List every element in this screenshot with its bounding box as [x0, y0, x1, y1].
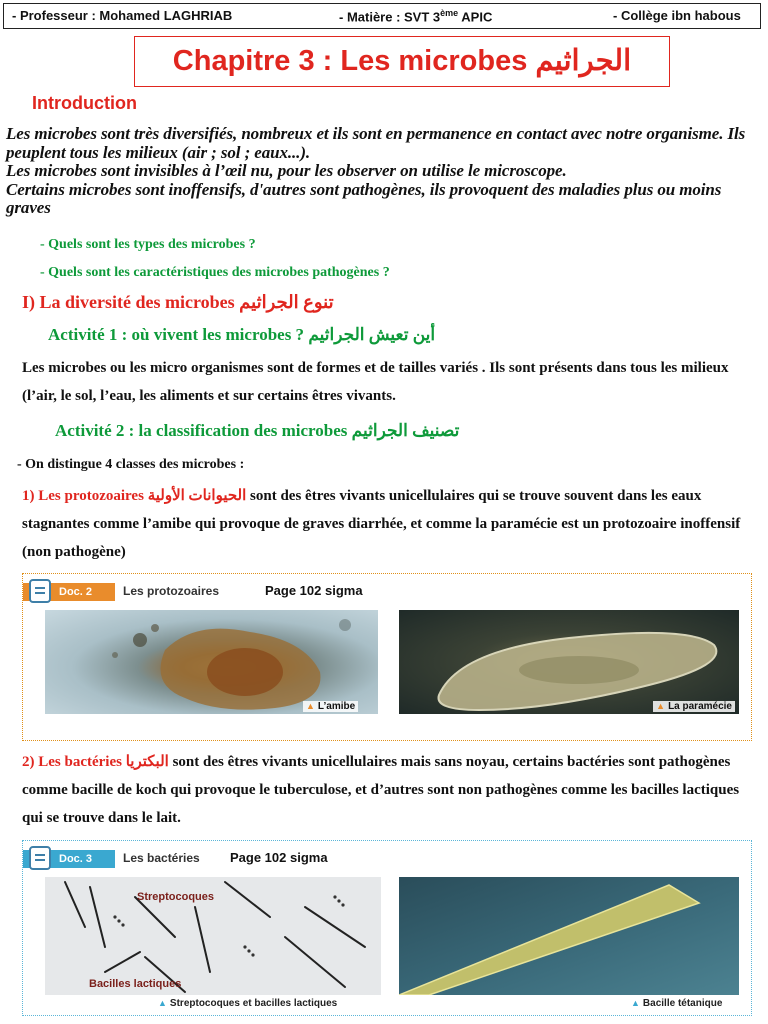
tetanus-illustration	[399, 877, 739, 995]
protozoa-text: sont des êtres vivants unicellulaires qui se trouve souvent dans les eaux stagnantes comme l’amibe qui provoque de graves diarrhée, et comme la paramécie est un protozoaire inoffensif (non pathogène)	[22, 488, 741, 560]
doc3-page-ref: Page 102 sigma	[230, 850, 328, 865]
bacilli-label: Bacilles lactiques	[89, 978, 182, 990]
intro-line: Les microbes sont invisibles à l’œil nu, pour les observer on utilise le microscope.	[6, 161, 567, 181]
amoeba-caption-text: L’amibe	[317, 701, 356, 712]
subject-suffix: APIC	[458, 9, 493, 25]
question-2: - Quels sont les caractéristiques des microbes pathogènes ?	[40, 265, 390, 280]
doc3-tab-label: Doc. 3	[59, 853, 93, 865]
paramecium-caption-text: La paramécie	[668, 701, 732, 712]
document-icon	[29, 846, 51, 870]
document-icon	[29, 579, 51, 603]
paramecium-caption	[653, 701, 735, 712]
caption-triangle-icon: ▲	[306, 701, 315, 711]
doc2-subtitle: Les protozoaires	[123, 584, 220, 598]
paragraph-bacteria	[22, 748, 752, 832]
bacteria-right-caption-text: Bacille tétanique	[642, 998, 723, 1009]
professor-label: - Professeur : Mohamed LAGHRIAB	[12, 8, 233, 23]
intro-line: Certains microbes sont inoffensifs, d'autres sont pathogènes, ils provoquent des maladies plus ou moins graves	[6, 179, 722, 218]
bacteria-label: 2) Les bactéries البكتريا	[22, 754, 169, 770]
introduction-heading: Introduction	[32, 93, 137, 113]
bacteria-right-caption	[631, 998, 722, 1009]
amoeba-illustration	[45, 610, 378, 714]
doc2-figure	[22, 573, 752, 741]
caption-triangle-icon: ▲	[631, 998, 640, 1008]
paragraph-protozoa	[22, 482, 752, 566]
activity-1-title: Activité 1 : où vivent les microbes ? أين تعيش الجراثيم	[48, 325, 436, 344]
introduction-text	[6, 125, 761, 218]
activity-2-title: Activité 2 : la classification des microbes تصنيف الجراثيم	[55, 421, 460, 440]
doc3-tab	[23, 850, 115, 868]
doc3-subtitle: Les bactéries	[123, 851, 200, 865]
paragraph-habitats: Les microbes ou les micro organismes sont de formes et de tailles variés . Ils sont présents dans tous les milieux (l’air, le sol, l’eau, les aliments et sur certains êtres vivants.	[22, 360, 729, 404]
caption-triangle-icon: ▲	[656, 701, 666, 711]
streptococci-label: Streptocoques	[137, 891, 215, 903]
amoeba-photo	[45, 610, 378, 714]
intro-line: Les microbes sont très diversifiés, nombreux et ils sont en permanence en contact avec notre organisme. Ils peuplent tous les milieux (air ; sol ; eaux...).	[6, 124, 746, 162]
header-bar	[3, 3, 761, 29]
subject-label	[339, 8, 492, 24]
paramecium-photo	[399, 610, 739, 714]
bacteria-left-caption	[158, 998, 337, 1009]
tetanus-photo	[399, 877, 739, 995]
subject-sup: ème	[440, 8, 459, 18]
paramecium-illustration	[399, 610, 739, 714]
protozoa-label: 1) Les protozoaires الحيوانات الأولية	[22, 488, 247, 504]
doc2-tab-label: Doc. 2	[59, 586, 93, 598]
chapter-title: Chapitre 3 : Les microbes الجراثيم	[134, 36, 670, 87]
classes-intro: - On distingue 4 classes des microbes :	[17, 457, 245, 472]
bacteria-text: sont des êtres vivants unicellulaires mais sans noyau, certains bactéries sont pathogènes comme bacille de koch qui provoque le tuberculose, et d’autres sont non pathogènes comme les bacilles lactiques qui se trouve dans le lait.	[22, 754, 740, 826]
subject-prefix: - Matière : SVT 3	[339, 9, 441, 25]
bacteria-left-caption-text: Streptocoques et bacilles lactiques	[169, 998, 338, 1009]
section-title-diversity: I) La diversité des microbes تنوع الجراثيم	[22, 292, 334, 312]
amoeba-caption	[303, 701, 358, 712]
doc3-figure	[22, 840, 752, 1016]
school-label: - Collège ibn habous	[613, 8, 741, 23]
doc2-page-ref: Page 102 sigma	[265, 583, 363, 598]
streptococci-photo	[45, 877, 381, 995]
question-1: - Quels sont les types des microbes ?	[40, 237, 256, 252]
doc2-tab	[23, 583, 115, 601]
caption-triangle-icon: ▲	[158, 998, 167, 1008]
